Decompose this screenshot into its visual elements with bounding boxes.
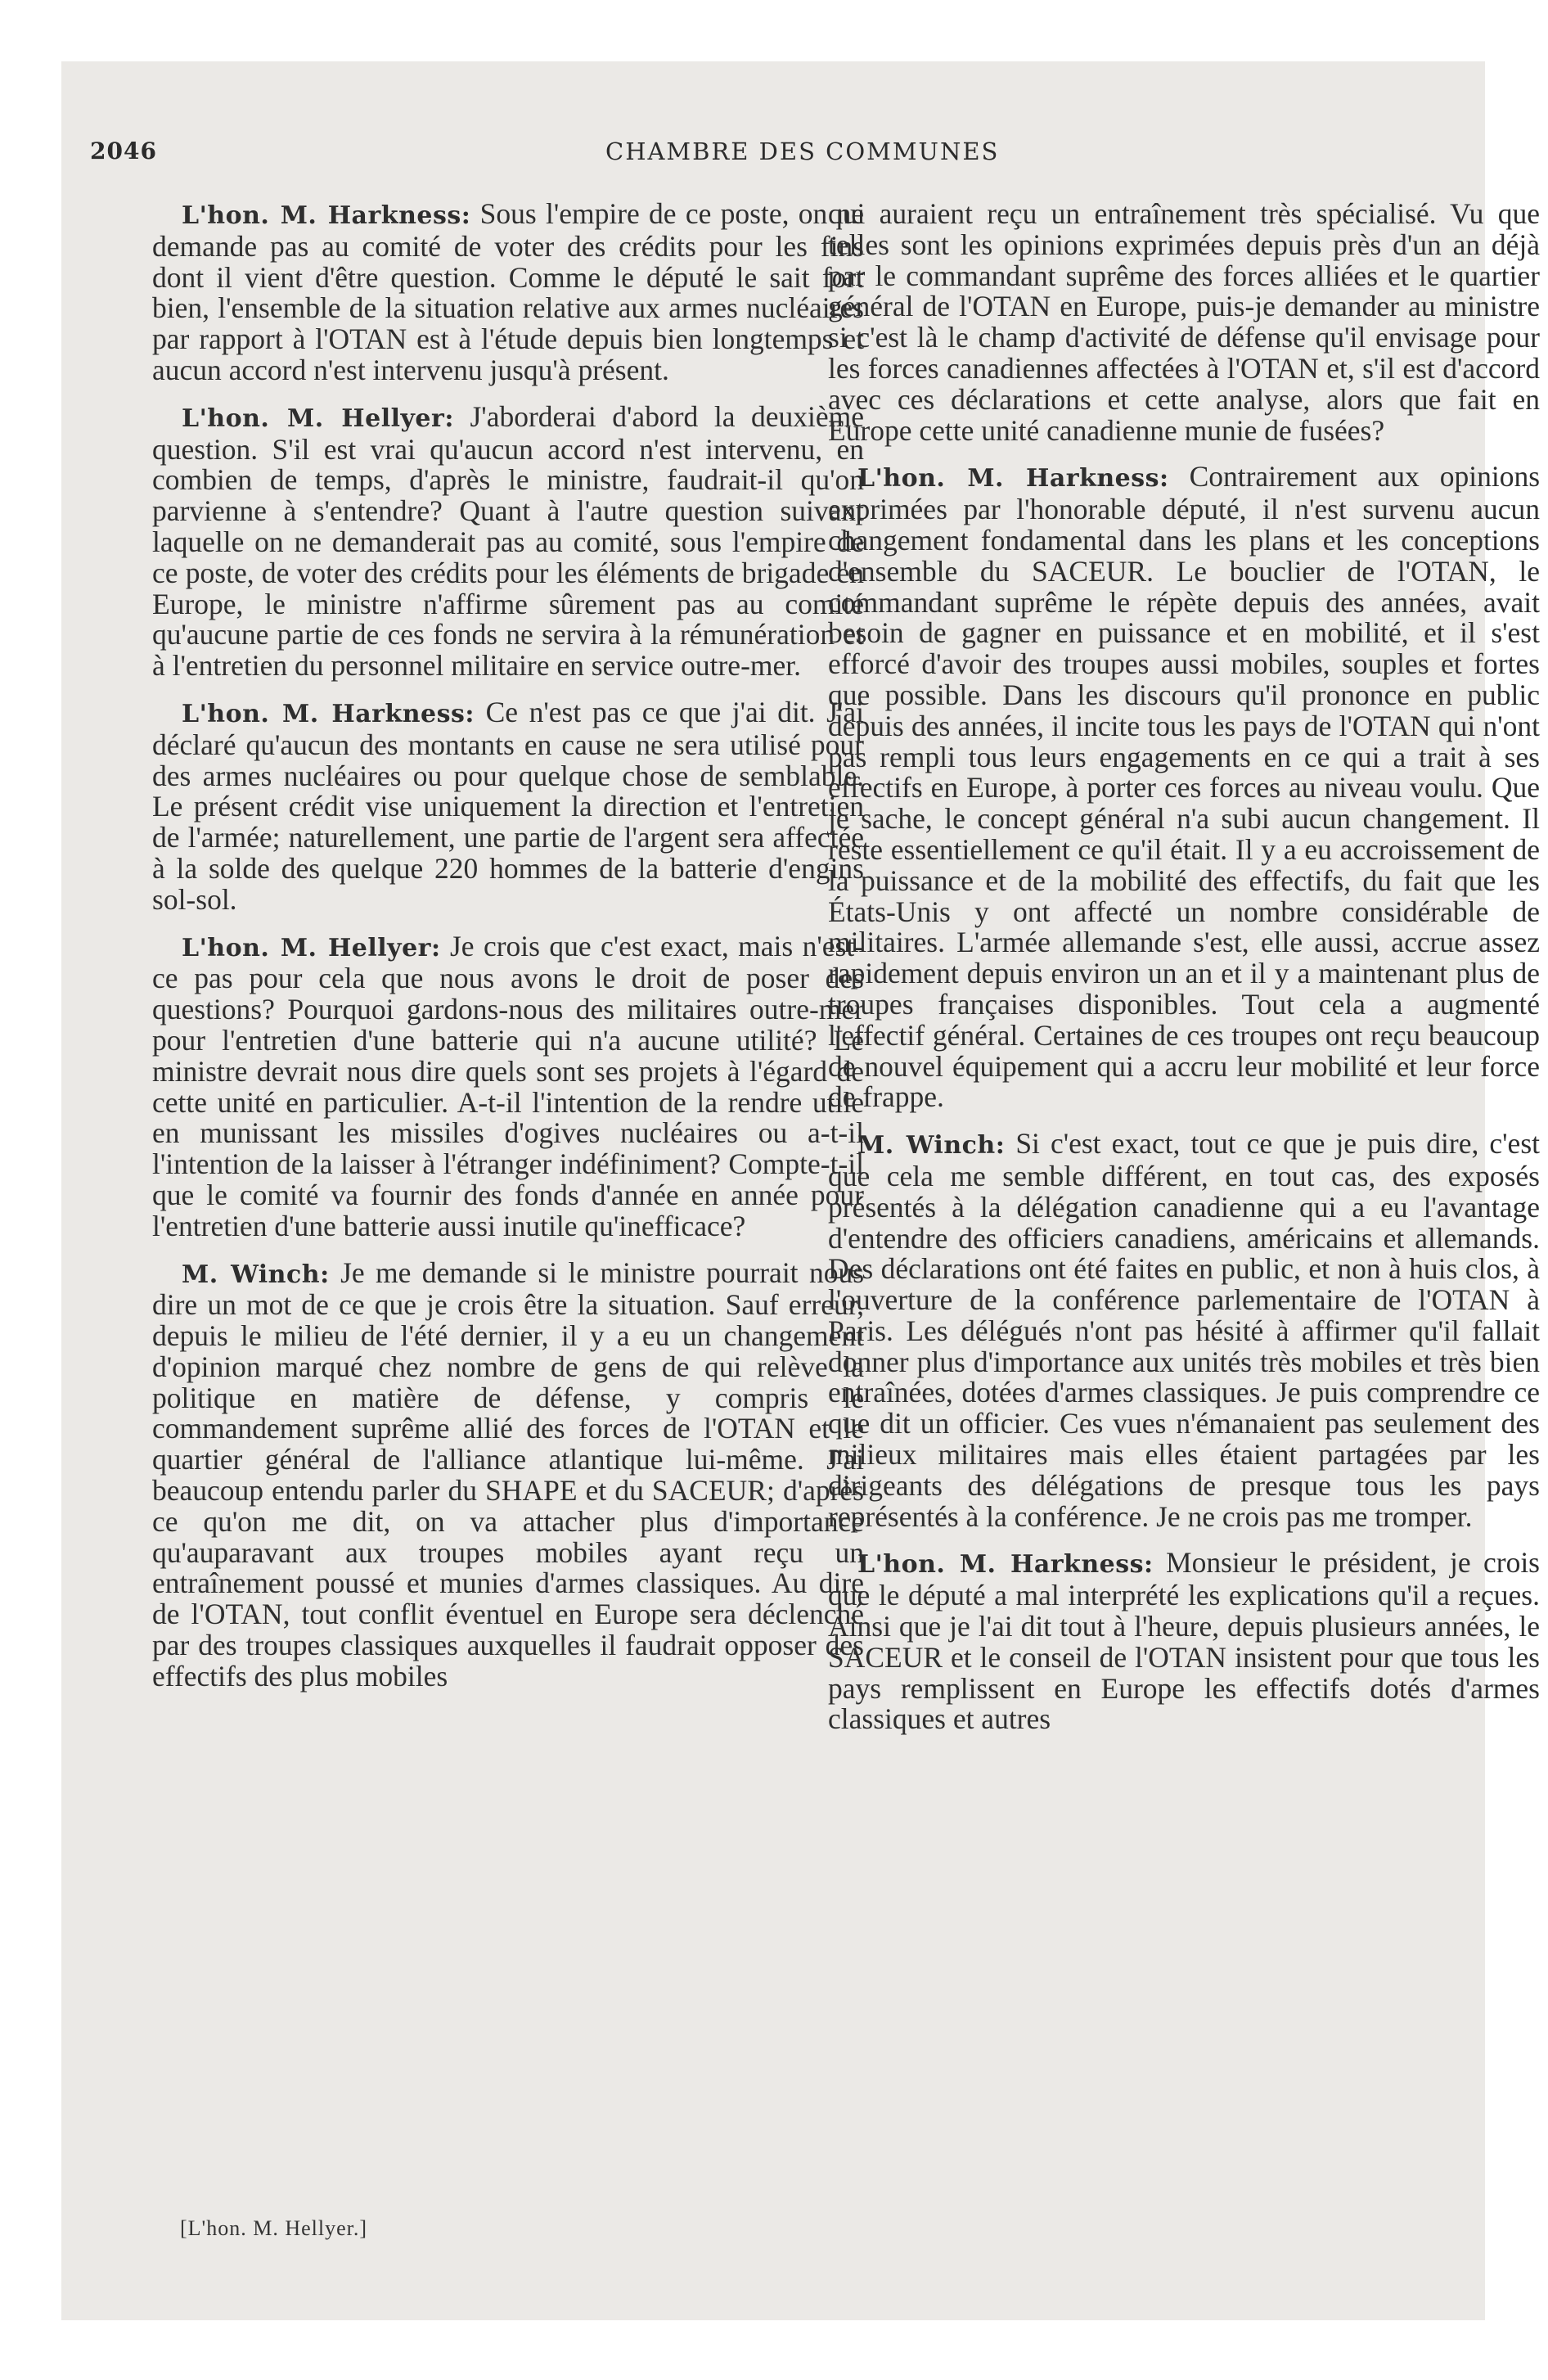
paragraph-text: qui auraient reçu un entraînement très spécialisé. Vu que telles sont les opinions exprimées depuis près d'un an déjà par le commandant suprême des forces alliées et le quartier général de l'OTAN en Europe, puis-je demander au ministre si c'est là le champ d'activité de défense qu'il envisage pour les forces canadiennes affectées à l'OTAN et, s'il est d'accord avec ces déclarations et cette analyse, alors que fait en Europe cette unité canadienne munie de fusées? [828,197,1540,447]
paragraph-text: Contrairement aux opinions exprimées par l'honorable député, il n'est survenu aucun changement fondamental dans les plans et les conceptions d'ensemble du SACEUR. Le bouclier de l'OTAN, le commandant suprême le répète depuis des années, avait besoin de gagner en puissance et en mobilité, et il s'est efforcé d'avoir des troupes aussi mobiles, souples et fortes que possible. Dans les discours qu'il prononce en public depuis des années, il incite tous les pays de l'OTAN qui n'ont pas rempli tous leurs engagements en ce qui a trait à ses effectifs en Europe, à porter ces forces au niveau voulu. Que je sache, le concept général n'a subi aucun changement. Il reste essentiellement ce qu'il était. Il y a eu accroissement de la puissance et de la mobilité des effectifs, du fait que les États-Unis y ont affecté un nombre considérable de militaires. L'armée allemande s'est, elle aussi, accrue assez rapidement depuis environ un an et il y a maintenant plus de troupes françaises disponibles. Tout cela a augmenté l'effectif général. Certaines de ces troupes ont reçu beaucoup de nouvel équipement qui a accru leur mobilité et leur force de frappe. [828,460,1541,1114]
paragraph [152,399,865,683]
left-column [152,199,864,1708]
paragraph-text: Si c'est exact, tout ce que je puis dire, c'est que cela me semble différent, en tout cas, des exposés présentés à la délégation canadienne qui a eu l'avantage d'entendre des officiers canadiens, américains et allemands. Des déclarations ont été faites en public, et non à huis clos, à l'ouverture de la conférence parlementaire de l'OTAN à Paris. Les délégués n'ont pas hésité à affirmer qu'il fallait donner plus d'importance aux unités très mobiles et très bien entraînées, dotées d'armes classiques. Je puis comprendre ce que dit un officier. Ces vues n'émanaient pas seulement des milieux militaires mais elles étaient partagées par les dirigeants des délégations de presque tous les pays représentés à la conférence. Je ne crois pas me tromper. [828,1127,1540,1533]
paragraph-text: Sous l'empire de ce poste, on ne demande pas au comité de voter des crédits pour les fins dont il vient d'être question. Comme le député le sait fort bien, l'ensemble de la situation relative aux armes nucléaires par rapport à l'OTAN est à l'étude depuis bien longtemps et aucun accord n'est intervenu jusqu'à présent. [152,197,865,386]
page-number: 2046 [90,137,157,165]
paragraph-text: Je crois que c'est exact, mais n'est-ce pas pour cela que nous avons le droit de poser des questions? Pourquoi gardons-nous des militaires outre-mer pour l'entretien d'une batterie qui n'a aucune utilité? Le ministre devrait nous dire quels sont ses projets à l'égard de cette unité en particulier. A-t-il l'intention de la rendre utile en munissant les missiles d'ogives nucléaires ou a-t-il l'intention de la laisser à l'étranger indéfiniment? Compte-t-il que le comité va fournir des fonds d'année en année pour l'entretien d'une batterie aussi inutile qu'inefficace? [152,929,865,1242]
speaker-name: L'hon. M. Harkness: [182,201,471,230]
paragraph [828,1548,1540,1735]
speaker-name: L'hon. M. Harkness: [857,1550,1154,1580]
speaker-name: L'hon. M. Harkness: [182,699,475,728]
page-title: CHAMBRE DES COMMUNES [605,137,1000,165]
paragraph [828,1129,1540,1532]
paragraph [152,697,864,916]
paragraph [828,462,1540,1113]
speaker-name: M. Winch: [182,1260,330,1289]
paragraph-continuation [828,199,1540,446]
speaker-name: L'hon. M. Hellyer: [182,933,441,962]
speaker-attribution: [L'hon. M. Hellyer.] [180,2216,368,2240]
paragraph-text: Ce n'est pas ce que j'ai dit. J'ai déclaré qu'aucun des montants en cause ne sera utilisé pour des armes nucléaires ou pour quelque chose de semblable. Le présent crédit vise uniquement la direction et l'entretien de l'armée; naturellement, une partie de l'argent sera affectée à la solde des quelque 220 hommes de la batterie d'engins sol-sol. [152,695,864,916]
speaker-name: L'hon. M. Harkness: [857,464,1169,494]
paragraph [152,1255,865,1693]
right-column [828,199,1540,1751]
paragraph-text: Monsieur le président, je crois que le député a mal interprété les explications qu'il a reçues. Ainsi que je l'ai dit tout à l'heure, depuis plusieurs années, le SACEUR et le conseil de l'OTAN insistent pour que tous les pays remplissent en Europe les effectifs dotés d'armes classiques et autres [828,1546,1541,1736]
paragraph [152,931,864,1242]
paragraph [152,199,864,386]
speaker-name: M. Winch: [857,1131,1006,1161]
paragraph-text: J'aborderai d'abord la deuxième question. S'il est vrai qu'aucun accord n'est intervenu, en combien de temps, d'après le ministre, faudrait-il qu'on parvienne à s'entendre? Quant à l'autre question suivant laquelle on ne demanderait pas au comité, sous l'empire de ce poste, de voter des crédits pour les éléments de brigade en Europe, le ministre n'affirme sûrement pas au comité qu'aucune partie de ces fonds ne servira à la rémunération et à l'entretien du personnel militaire en service outre-mer. [152,399,865,683]
running-head [90,137,1006,170]
speaker-name: L'hon. M. Hellyer: [182,403,454,433]
paragraph-text: Je me demande si le ministre pourrait nous dire un mot de ce que je crois être la situation. Sauf erreur, depuis le milieu de l'été dernier, il y a eu un changement d'opinion marqué chez nombre de gens de qui relève la politique en matière de défense, y compris le commandement suprême allié des forces de l'OTAN et le quartier général de l'alliance atlantique lui-même. J'ai beaucoup entendu parler du SHAPE et du SACEUR; d'après ce qu'on me dit, on va attacher plus d'importance qu'auparavant aux troupes mobiles ayant reçu un entraînement poussé et munies d'armes classiques. Au dire de l'OTAN, tout conflit éventuel en Europe sera déclenché par des troupes classiques auxquelles il faudrait opposer des effectifs des plus mobiles [152,1255,865,1693]
